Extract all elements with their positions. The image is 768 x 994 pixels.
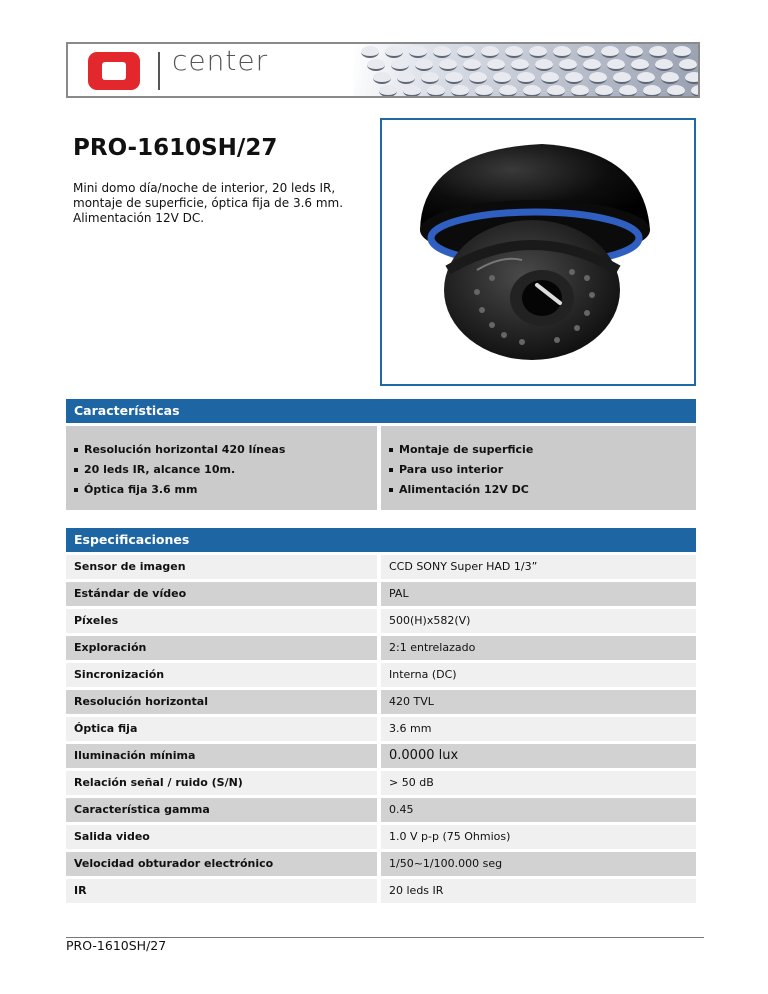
keypad-key-shape xyxy=(685,72,700,84)
bullet-icon xyxy=(389,468,393,472)
bullet-icon xyxy=(74,468,78,472)
keypad-key-shape xyxy=(607,59,625,71)
features-left-column xyxy=(66,426,377,510)
keypad-key-shape xyxy=(385,46,403,58)
spec-label: Iluminación mínima xyxy=(66,744,377,768)
keypad-key-shape xyxy=(499,85,517,97)
spec-label: Píxeles xyxy=(66,609,377,633)
keypad-key-shape xyxy=(493,72,511,84)
table-row xyxy=(66,555,696,582)
keypad-key-shape xyxy=(559,59,577,71)
keypad-key-shape xyxy=(619,85,637,97)
keypad-key-shape xyxy=(655,59,673,71)
spec-value: 2:1 entrelazado xyxy=(381,636,696,660)
keypad-key-shape xyxy=(649,46,667,58)
keypad-key-shape xyxy=(361,46,379,58)
keypad-key-shape xyxy=(553,46,571,58)
table-row xyxy=(66,771,696,798)
keypad-key-shape xyxy=(463,59,481,71)
bullet-icon xyxy=(389,488,393,492)
feature-item: Para uso interior xyxy=(381,460,696,480)
product-title: PRO-1610SH/27 xyxy=(73,135,278,161)
spec-value: 20 leds IR xyxy=(381,879,696,903)
keypad-key-shape xyxy=(421,72,439,84)
keypad-key-shape xyxy=(577,46,595,58)
spec-label: Óptica fija xyxy=(66,717,377,741)
keypad-key-shape xyxy=(481,46,499,58)
keypad-key-shape xyxy=(487,59,505,71)
keypad-key-shape xyxy=(625,46,643,58)
specs-table xyxy=(66,555,696,906)
spec-label: Característica gamma xyxy=(66,798,377,822)
keypad-key-shape xyxy=(469,72,487,84)
keypad-key-shape xyxy=(523,85,541,97)
keypad-key-shape xyxy=(445,72,463,84)
keypad-key-shape xyxy=(451,85,469,97)
spec-label: Exploración xyxy=(66,636,377,660)
keypad-key-shape xyxy=(409,46,427,58)
keypad-key-shape xyxy=(583,59,601,71)
spec-value: 1.0 V p-p (75 Ohmios) xyxy=(381,825,696,849)
table-row xyxy=(66,636,696,663)
keypad-key-shape xyxy=(643,85,661,97)
spec-value: > 50 dB xyxy=(381,771,696,795)
product-image-frame xyxy=(380,118,696,386)
features-list xyxy=(66,426,696,510)
spec-value: PAL xyxy=(381,582,696,606)
table-row xyxy=(66,582,696,609)
table-row xyxy=(66,744,696,771)
dome-camera-image xyxy=(382,120,694,384)
keypad-key-shape xyxy=(529,46,547,58)
table-row xyxy=(66,798,696,825)
feature-item: Montaje de superficie xyxy=(381,440,696,460)
keypad-key-shape xyxy=(535,59,553,71)
keypad-key-shape xyxy=(475,85,493,97)
bullet-icon xyxy=(74,448,78,452)
keypad-key-shape xyxy=(667,85,685,97)
spec-label: Salida video xyxy=(66,825,377,849)
spec-value: 500(H)x582(V) xyxy=(381,609,696,633)
keypad-key-shape xyxy=(601,46,619,58)
keypad-key-shape xyxy=(631,59,649,71)
feature-item: Alimentación 12V DC xyxy=(381,480,696,500)
table-row xyxy=(66,609,696,636)
logo-separator xyxy=(158,52,160,90)
feature-item: Resolución horizontal 420 líneas xyxy=(66,440,377,460)
header-banner xyxy=(66,42,700,98)
keypad-key-shape xyxy=(571,85,589,97)
keypad-key-shape xyxy=(373,72,391,84)
spec-value: 0.45 xyxy=(381,798,696,822)
logo-icon xyxy=(88,52,140,90)
keypad-key-shape xyxy=(427,85,445,97)
keypad-key-shape xyxy=(511,59,529,71)
spec-label: Sincronización xyxy=(66,663,377,687)
keypad-key-shape xyxy=(613,72,631,84)
keypad-key-shape xyxy=(661,72,679,84)
spec-value: CCD SONY Super HAD 1/3” xyxy=(381,555,696,579)
keypad-key-shape xyxy=(367,59,385,71)
table-row xyxy=(66,825,696,852)
keypad-key-shape xyxy=(589,72,607,84)
table-row xyxy=(66,663,696,690)
keypad-key-shape xyxy=(505,46,523,58)
table-row xyxy=(66,717,696,744)
spec-label: Estándar de vídeo xyxy=(66,582,377,606)
keypad-key-shape xyxy=(391,59,409,71)
keypad-key-shape xyxy=(565,72,583,84)
features-right-column xyxy=(381,426,696,510)
keypad-key-shape xyxy=(637,72,655,84)
footer-text: PRO-1610SH/27 xyxy=(66,938,167,953)
feature-item: Óptica fija 3.6 mm xyxy=(66,480,377,500)
spec-value: 3.6 mm xyxy=(381,717,696,741)
table-row xyxy=(66,690,696,717)
keypad-key-shape xyxy=(517,72,535,84)
keypad-key-shape xyxy=(679,59,697,71)
spec-value: 420 TVL xyxy=(381,690,696,714)
keypad-key-shape xyxy=(397,72,415,84)
spec-label: IR xyxy=(66,879,377,903)
keypad-banner-image xyxy=(353,44,698,96)
keypad-key-shape xyxy=(595,85,613,97)
spec-label: Velocidad obturador electrónico xyxy=(66,852,377,876)
features-heading: Características xyxy=(66,399,696,423)
keypad-key-shape xyxy=(379,85,397,97)
logo-text: center xyxy=(172,44,269,77)
keypad-key-shape xyxy=(433,46,451,58)
spec-value: Interna (DC) xyxy=(381,663,696,687)
feature-item: 20 leds IR, alcance 10m. xyxy=(66,460,377,480)
spec-value: 0.0000 lux xyxy=(381,744,696,768)
spec-label: Resolución horizontal xyxy=(66,690,377,714)
keypad-key-shape xyxy=(439,59,457,71)
table-row xyxy=(66,879,696,906)
product-description: Mini domo día/noche de interior, 20 leds IR, montaje de superficie, óptica fija de 3.6 mm. Alimentación 12V DC. xyxy=(73,181,344,225)
keypad-key-shape xyxy=(541,72,559,84)
spec-label: Relación señal / ruido (S/N) xyxy=(66,771,377,795)
keypad-key-shape xyxy=(415,59,433,71)
keypad-key-shape xyxy=(673,46,691,58)
keypad-key-shape xyxy=(403,85,421,97)
bullet-icon xyxy=(74,488,78,492)
spec-value: 1/50~1/100.000 seg xyxy=(381,852,696,876)
keypad-key-shape xyxy=(457,46,475,58)
table-row xyxy=(66,852,696,879)
keypad-key-shape xyxy=(547,85,565,97)
keypad-key-shape xyxy=(691,85,700,97)
spec-label: Sensor de imagen xyxy=(66,555,377,579)
specs-heading: Especificaciones xyxy=(66,528,696,552)
bullet-icon xyxy=(389,448,393,452)
